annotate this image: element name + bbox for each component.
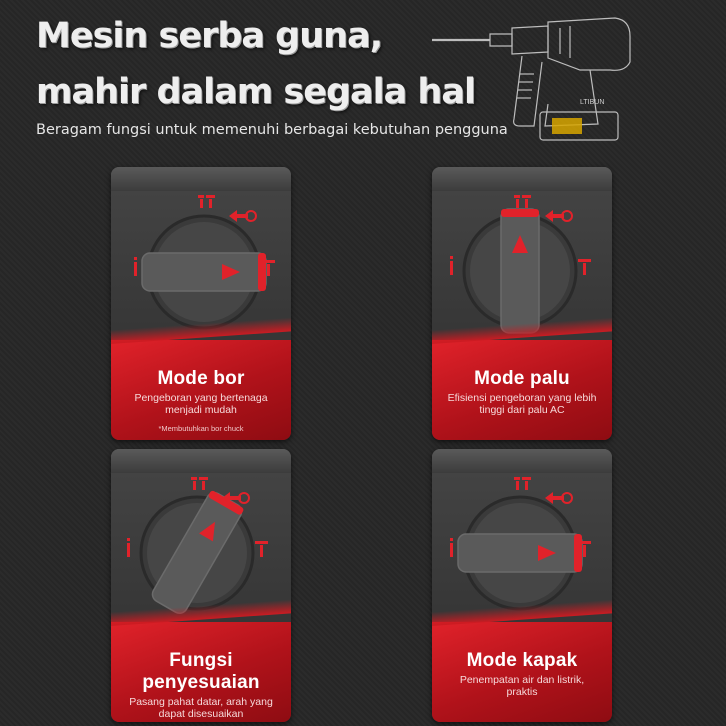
hammer-drill-icon xyxy=(209,199,212,208)
mode-card-hammer xyxy=(432,167,612,440)
hammer-drill-icon xyxy=(516,199,519,208)
chisel-icon xyxy=(583,263,586,275)
mode-caption-panel xyxy=(432,340,612,440)
drill-bit-icon xyxy=(450,256,453,259)
drill-bit-icon xyxy=(450,538,453,541)
chisel-icon xyxy=(262,260,275,263)
dial-lever-tip xyxy=(258,253,266,291)
dial-lever-tip xyxy=(574,534,582,572)
dial-lever-body xyxy=(501,209,539,333)
drill-bit-icon xyxy=(134,257,137,260)
hammer-drill-icon xyxy=(198,195,204,198)
dial-lever-tip xyxy=(501,209,539,217)
dial-lever-body xyxy=(142,253,266,291)
hammer-drill-icon xyxy=(516,481,519,490)
hammer-drill-icon xyxy=(206,195,215,198)
drill-bit-icon xyxy=(134,262,137,276)
hammer-drill-icon xyxy=(514,477,520,480)
hammer-drill-icon xyxy=(202,481,205,490)
mode-title: Mode bor xyxy=(157,368,245,389)
rotary-hammer-illustration xyxy=(430,14,645,144)
mode-title: Fungsi penyesuaian xyxy=(142,650,260,693)
chisel-icon xyxy=(260,545,263,557)
dial-lever-body xyxy=(458,534,582,572)
hammer-drill-icon xyxy=(199,477,208,480)
headline xyxy=(36,8,475,120)
drill-bit-icon xyxy=(450,543,453,557)
drill-brand-label: LTIBUN xyxy=(580,99,605,106)
hammer-drill-icon xyxy=(525,481,528,490)
drill-bit-icon xyxy=(127,543,130,557)
hammer-drill-icon xyxy=(522,477,531,480)
mode-caption-panel xyxy=(432,622,612,722)
chisel-icon xyxy=(578,541,591,544)
mode-description: Efisiensi pengeboran yang lebih tinggi dari palu AC xyxy=(447,392,597,416)
mode-card-chisel xyxy=(432,449,612,722)
hammer-drill-icon xyxy=(525,199,528,208)
chisel-icon xyxy=(255,541,268,544)
hammer-drill-icon xyxy=(514,195,520,198)
mode-card-adjust xyxy=(111,449,291,722)
hammer-drill-icon xyxy=(191,477,197,480)
mode-caption-panel xyxy=(111,340,291,440)
mode-description: Pasang pahat datar, arah yang dapat disesuaikan xyxy=(129,696,273,720)
mode-caption-panel xyxy=(111,622,291,722)
chisel-icon xyxy=(267,264,270,276)
mode-description: Penempatan air dan listrik, praktis xyxy=(459,674,585,698)
headline-line-2: mahir dalam segala hal xyxy=(36,72,475,112)
drill-bit-icon xyxy=(450,261,453,275)
mode-note: *Membutuhkan bor chuck xyxy=(158,424,244,433)
chisel-icon xyxy=(583,545,586,557)
drill-bit-icon xyxy=(127,538,130,541)
hammer-drill-icon xyxy=(522,195,531,198)
dial-lever xyxy=(142,253,266,291)
mode-title: Mode kapak xyxy=(466,650,578,671)
chisel-icon xyxy=(578,259,591,262)
hammer-drill-icon xyxy=(200,199,203,208)
dial-lever xyxy=(458,534,582,572)
mode-card-drill xyxy=(111,167,291,440)
mode-title: Mode palu xyxy=(474,368,570,389)
subtitle: Beragam fungsi untuk memenuhi berbagai kebutuhan pengguna xyxy=(36,122,508,138)
hammer-drill-icon xyxy=(193,481,196,490)
headline-line-1: Mesin serba guna, xyxy=(36,16,382,56)
mode-description: Pengeboran yang bertenaga menjadi mudah xyxy=(134,392,268,416)
dial-lever xyxy=(501,209,539,333)
